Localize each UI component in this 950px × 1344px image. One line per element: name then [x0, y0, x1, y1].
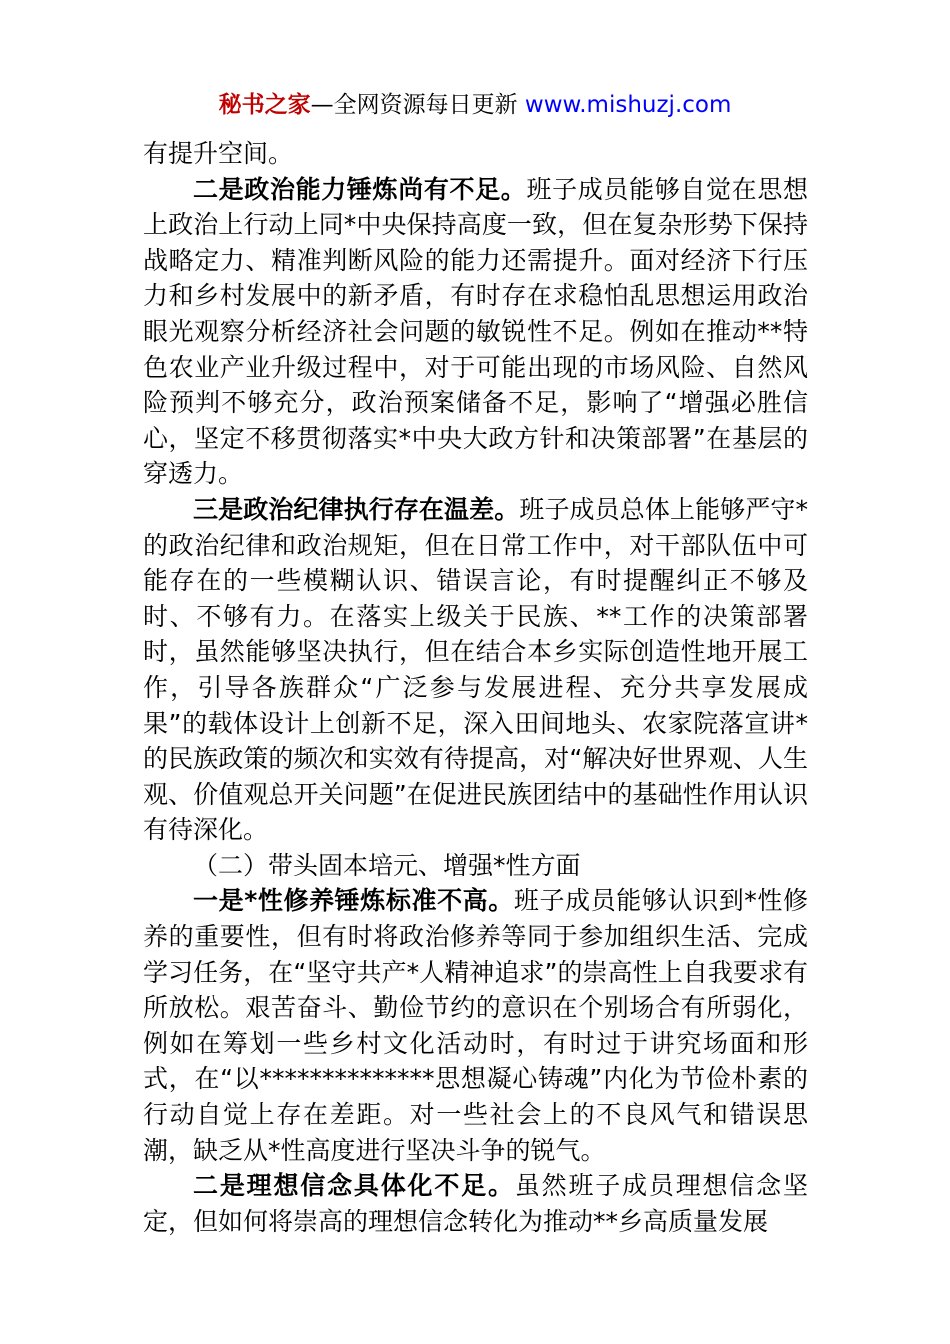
paragraph-text: 班子成员能够认识到*性修养的重要性，但有时将政治修养等同于参加组织生活、完成学习任务，在“坚守共产*人精神追求”的崇高性上自我要求有所放松。艰苦奋斗、勤俭节约的意识在个别场合有所弱化，例如在筹划一些乡村文化活动时，有时过于讲究场面和形式，在“以**************思想凝心铸魂”内化为节俭朴素的行动自觉上存在差距。对一些社会上的不良风气和错误思潮，缺乏从*性高度进行坚决斗争的锐气。	[143, 886, 808, 1165]
paragraph-text: 虽然班子成员理想信念坚定，但如何将崇高的理想信念转化为推动**乡高质量发展	[143, 1171, 808, 1236]
paragraph-political-ability	[143, 172, 808, 492]
document-body	[143, 136, 808, 1239]
paragraph-political-discipline	[143, 492, 808, 848]
paragraph-lead: 三是政治纪律执行存在温差。	[193, 494, 520, 524]
paragraph-text: 班子成员总体上能够严守*的政治纪律和政治规矩，但在日常工作中，对干部队伍中可能存在的一些模糊认识、错误言论，有时提醒纠正不够及时、不够有力。在落实上级关于民族、**工作的决策部署时，虽然能够坚决执行，但在结合本乡实际创造性地开展工作，引导各族群众“广泛参与发展进程、充分共享发展成果”的载体设计上创新不足，深入田间地头、农家院落宣讲*的民族政策的频次和实效有待提高，对“解决好世界观、人生观、价值观总开关问题”在促进民族团结中的基础性作用认识有待深化。	[143, 494, 808, 845]
paragraph-party-cultivation	[143, 883, 808, 1168]
paragraph-lead: 二是理想信念具体化不足。	[193, 1171, 515, 1201]
paragraph-text: 有提升空间。	[143, 139, 294, 168]
site-brand: 秘书之家	[218, 92, 311, 118]
paragraph-lead: 二是政治能力锤炼尚有不足。	[193, 174, 527, 204]
paragraph-ideals-belief	[143, 1168, 808, 1239]
section-heading	[143, 848, 808, 884]
paragraph-text: 班子成员能够自觉在思想上政治上行动上同*中央保持高度一致，但在复杂形势下保持战略定力、精准判断风险的能力还需提升。面对经济下行压力和乡村发展中的新矛盾，有时存在求稳怕乱思想运用政治眼光观察分析经济社会问题的敏锐性不足。例如在推动**特色农业产业升级过程中，对于可能出现的市场风险、自然风险预判不够充分，政治预案储备不足，影响了“增强必胜信心，坚定不移贯彻落实*中央大政方针和决策部署”在基层的穿透力。	[143, 174, 808, 489]
site-tagline: —全网资源每日更新	[310, 92, 525, 118]
paragraph-lead: 一是*性修养锤炼标准不高。	[193, 886, 514, 916]
section-heading-text: （二）带头固本培元、增强*性方面	[193, 850, 581, 880]
site-url-link[interactable]: www.mishuzj.com	[524, 92, 732, 118]
paragraph-continuation	[143, 136, 808, 172]
site-header	[0, 88, 950, 122]
